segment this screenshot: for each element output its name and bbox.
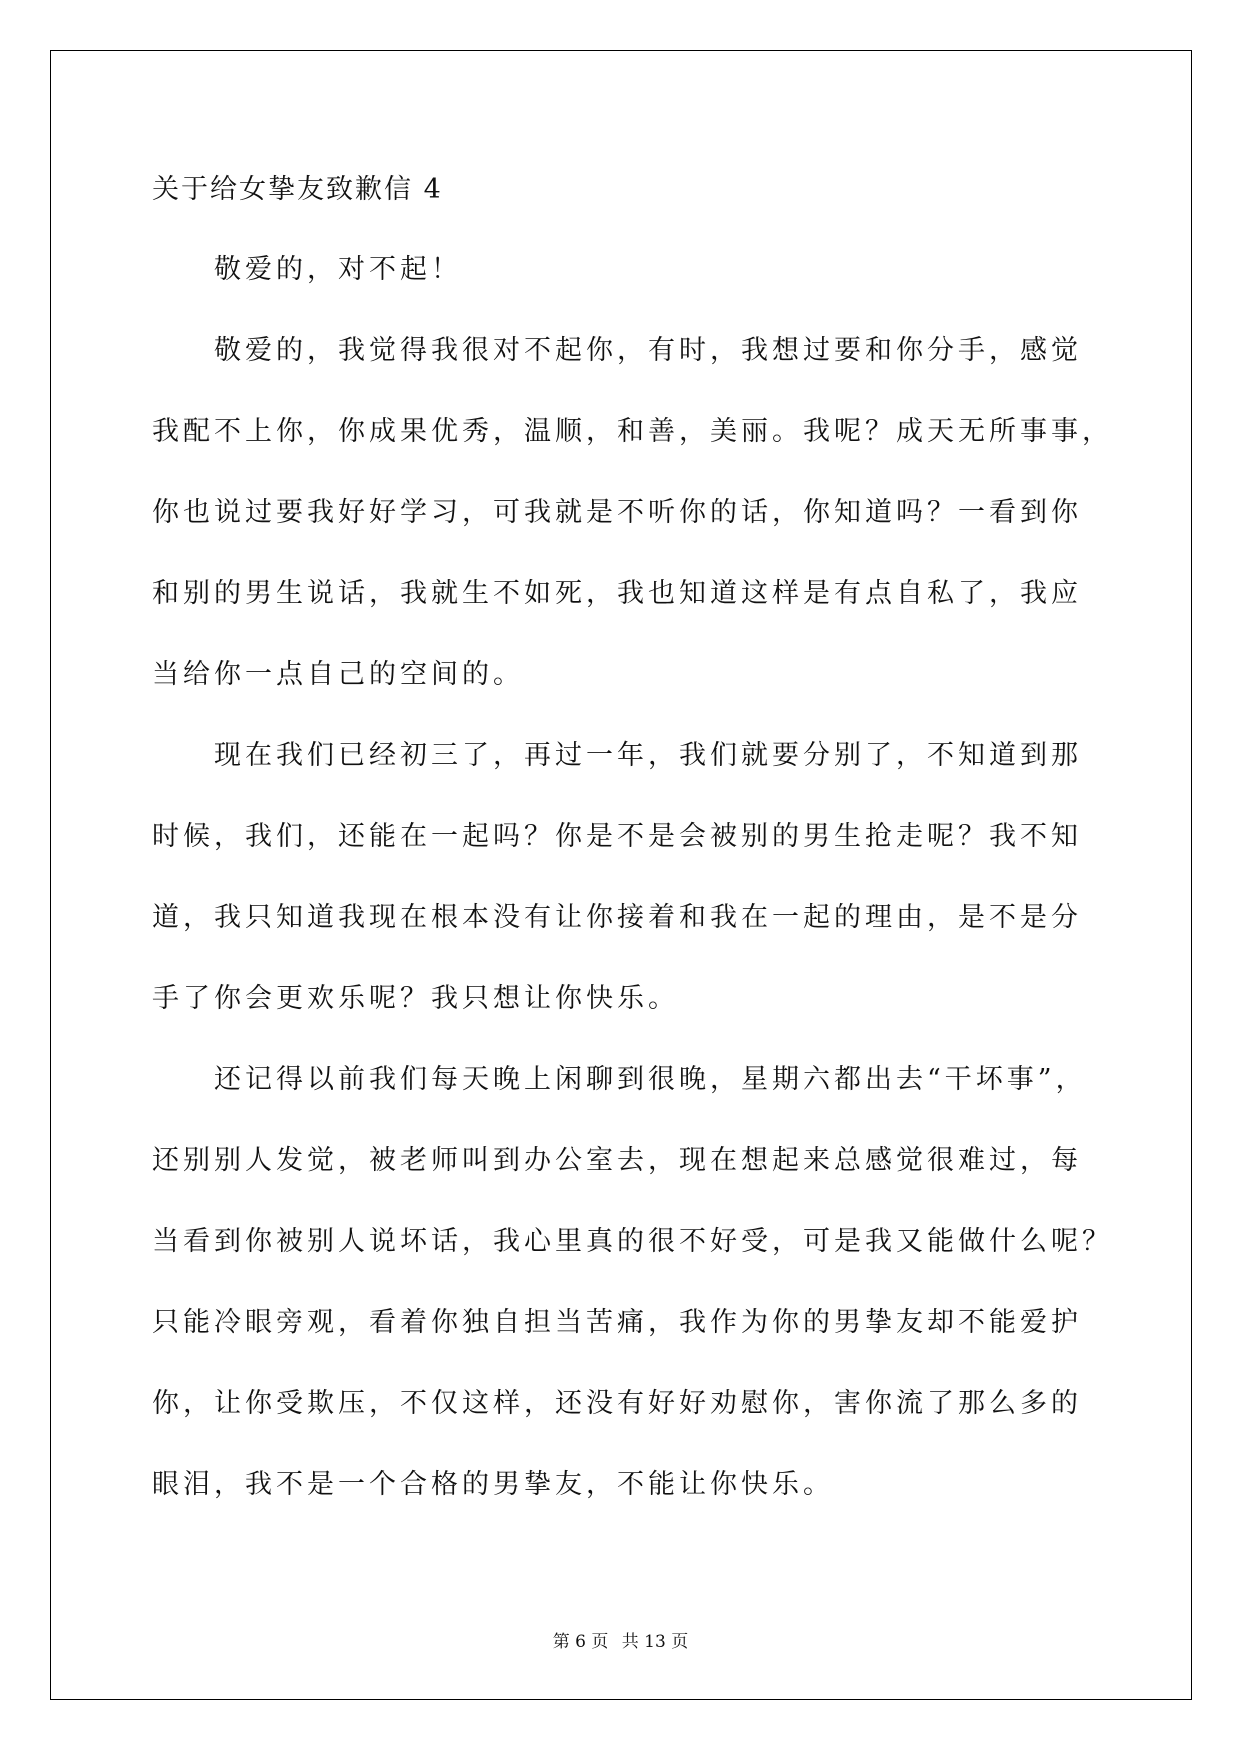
paragraph-line: 时候，我们，还能在一起吗？你是不是会被别的男生抢走呢？我不知 bbox=[152, 821, 1082, 852]
paragraph-line: 只能冷眼旁观，看着你独自担当苦痛，我作为你的男挚友却不能爱护 bbox=[152, 1307, 1082, 1338]
paragraph-line: 道，我只知道我现在根本没有让你接着和我在一起的理由，是不是分 bbox=[152, 902, 1082, 933]
page-total: 共 13 页 bbox=[621, 1632, 689, 1652]
paragraph-line: 你也说过要我好好学习，可我就是不听你的话，你知道吗？一看到你 bbox=[152, 497, 1082, 528]
paragraph-line: 还记得以前我们每天晚上闲聊到很晚，星期六都出去“干坏事”， bbox=[214, 1064, 1087, 1095]
paragraph-greeting bbox=[152, 250, 1092, 331]
paragraph-line: 手了你会更欢乐呢？我只想让你快乐。 bbox=[152, 983, 679, 1014]
document-body bbox=[152, 170, 1113, 1546]
paragraph-line: 敬爱的，我觉得我很对不起你，有时，我想过要和你分手，感觉 bbox=[214, 335, 1082, 366]
paragraph-3 bbox=[152, 1060, 1113, 1546]
paragraph-2 bbox=[152, 736, 1092, 1060]
document-title: 关于给女挚友致歉信 4 bbox=[152, 174, 443, 205]
paragraph-line: 敬爱的，对不起！ bbox=[214, 254, 462, 285]
paragraph-line: 当看到你被别人说坏话，我心里真的很不好受，可是我又能做什么呢？ bbox=[152, 1226, 1113, 1257]
paragraph-line: 你，让你受欺压，不仅这样，还没有好好劝慰你，害你流了那么多的 bbox=[152, 1388, 1082, 1419]
page-number: 第 6 页 bbox=[552, 1632, 609, 1652]
paragraph-line: 眼泪，我不是一个合格的男挚友，不能让你快乐。 bbox=[152, 1469, 834, 1500]
page-footer bbox=[0, 1627, 1241, 1652]
paragraph-line: 现在我们已经初三了，再过一年，我们就要分别了，不知道到那 bbox=[214, 740, 1082, 771]
paragraph-1 bbox=[152, 331, 1113, 736]
paragraph-line: 还别别人发觉，被老师叫到办公室去，现在想起来总感觉很难过，每 bbox=[152, 1145, 1082, 1176]
paragraph-line: 我配不上你，你成果优秀，温顺，和善，美丽。我呢？成天无所事事， bbox=[152, 416, 1113, 447]
paragraph-line: 当给你一点自己的空间的。 bbox=[152, 659, 524, 690]
paragraph-line: 和别的男生说话，我就生不如死，我也知道这样是有点自私了，我应 bbox=[152, 578, 1082, 609]
